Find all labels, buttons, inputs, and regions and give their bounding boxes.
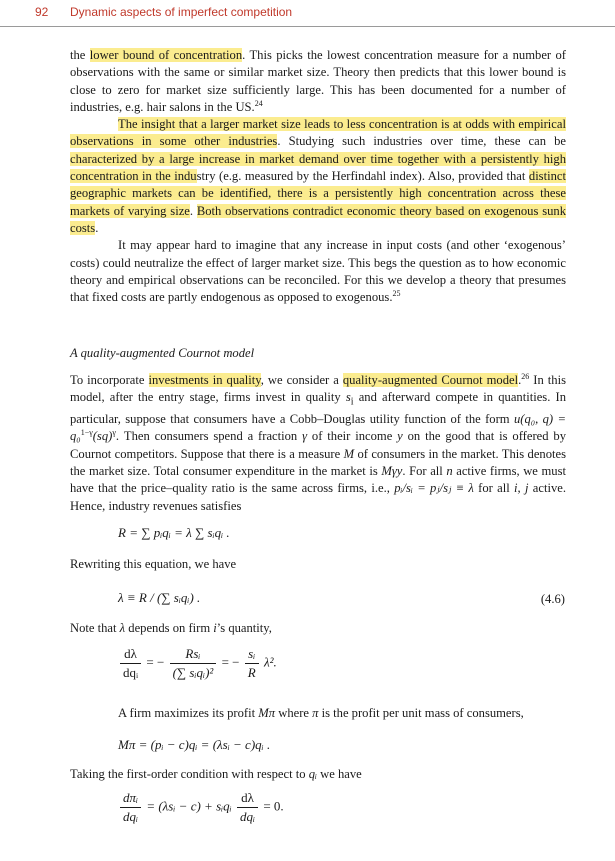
equation-number: (4.6) <box>540 592 565 606</box>
highlight: distinct geographic markets can be identified, there is a persistently high concentration across these markets of varying size <box>70 169 566 218</box>
paragraph-3: It may appear hard to imagine that any increase in input costs (and other ‘exogenous’ costs) could neutralize the effect of larger market size. This begs the question as to how economic theory and empirical observations can be reconciled. For this we develop a theory that presumes that fixed costs are partly endogenous as opposed to exogenous.$^{25}$ <box>70 238 566 305</box>
equation-revenue: R = ∑ pᵢqᵢ = λ ∑ sᵢqᵢ . <box>118 525 230 540</box>
highlight: The insight that a larger market size leads to less concentration is at odds with empirical observations in some other industries <box>70 117 566 149</box>
fraction: $\frac{\text{dπᵢ}}{\text{dqᵢ}}$ <box>120 790 141 825</box>
equation-lambda: λ ≡ R / (∑ sᵢqᵢ) . <box>118 590 201 605</box>
footnote-ref: 24 <box>254 98 263 108</box>
fraction: $\frac{\text{Rsᵢ}}{\text{(∑ sᵢqᵢ)²}}$ <box>170 646 217 681</box>
foc-line: Taking the first-order condition with respect to qᵢ we have <box>70 767 362 781</box>
highlight: lower bound of concentration <box>89 48 243 62</box>
highlight: investments in quality <box>148 373 261 387</box>
highlight: characterized by a large increase in market demand over time together with a persistently high concentration in the indu <box>70 151 566 184</box>
page-number: 92 <box>35 5 49 19</box>
running-title: Dynamic aspects of imperfect competition <box>70 5 293 19</box>
fraction: $\frac{d\lambda}{\text{dqᵢ}}$ <box>120 646 141 681</box>
profit-line: A firm maximizes its profit Mπ where π is the profit per unit mass of consumers, <box>118 706 524 720</box>
equation-foc: $\frac{\text{dπᵢ}}{\text{dqᵢ}}$ = (λsᵢ − c) + sᵢqᵢ $\frac{d\lambda}{\text{dqᵢ}}$ = 0. <box>118 790 284 825</box>
fraction: $\frac{d\lambda}{\text{dqᵢ}}$ <box>237 790 258 825</box>
section-heading: A quality-augmented Cournot model <box>70 346 255 360</box>
footnote-ref: 26 <box>521 371 530 381</box>
highlight: quality-augmented Cournot model <box>342 373 519 387</box>
paragraph-1: the lower bound of concentration. This picks the lowest concentration measure for a number of observations with the same or similar market size. Theory then predicts that this lower bound is close to zero for market size sufficiently large. This has been documented for a number of industries, e.g. hair salons in the US.$^{24}$ <box>70 48 566 114</box>
running-header <box>0 0 615 27</box>
highlight: Both observations contradict economic theory based on exogenous sunk costs <box>70 203 566 235</box>
equation-derivative: $\frac{d\lambda}{\text{dqᵢ}}$ = − $\frac{\text{Rsᵢ}}{\text{(∑ sᵢqᵢ)²}}$ = − $\frac{\text{sᵢ}}{R}$ λ². <box>118 646 277 681</box>
body-text-top <box>70 47 566 306</box>
body-text-model <box>70 372 566 515</box>
note-line: Note that λ depends on firm i’s quantity, <box>70 621 272 635</box>
equation-profit: Mπ = (pᵢ − c)qᵢ = (λsᵢ − c)qᵢ . <box>118 737 271 752</box>
rewrite-line: Rewriting this equation, we have <box>70 557 237 571</box>
paragraph-4: To incorporate investments in quality, we consider a quality-augmented Cournot model.$^{26}$ In this model, after the entry stage, firms invest in quality $s_i$ and afterward compete in quantities. In particular, suppose that consumers have a Cobb–Douglas utility function of the form u(q₀, q) = q₀$^{1-\gamma}$(sq)$^\gamma$. Then consumers spend a fraction γ of their income y on the good that is offered by Cournot competitors. Suppose that there is a measure M of consumers in the market. This denotes the market size. Total consumer expenditure in the market is Mγy. For all n active firms, we must have that the price–quality ratio is the same across firms, i.e., pᵢ/sᵢ = pⱼ/sⱼ ≡ λ for all i, j active. Hence, industry revenues satisfies <box>70 371 567 513</box>
paragraph-2: The insight that a larger market size leads to less concentration is at odds with empirical observations in some other industries. Studying such industries over time, these can be characterized by a large increase in market demand over time together with a persistently high concentration in the industry (e.g. measured by the Herfindahl index). Also, provided that distinct geographic markets can be identified, there is a persistently high concentration across these markets of varying size. Both observations contradict economic theory based on exogenous sunk costs. <box>70 117 566 235</box>
fraction: $\frac{\text{sᵢ}}{R}$ <box>245 646 259 681</box>
footnote-ref: 25 <box>392 288 401 298</box>
